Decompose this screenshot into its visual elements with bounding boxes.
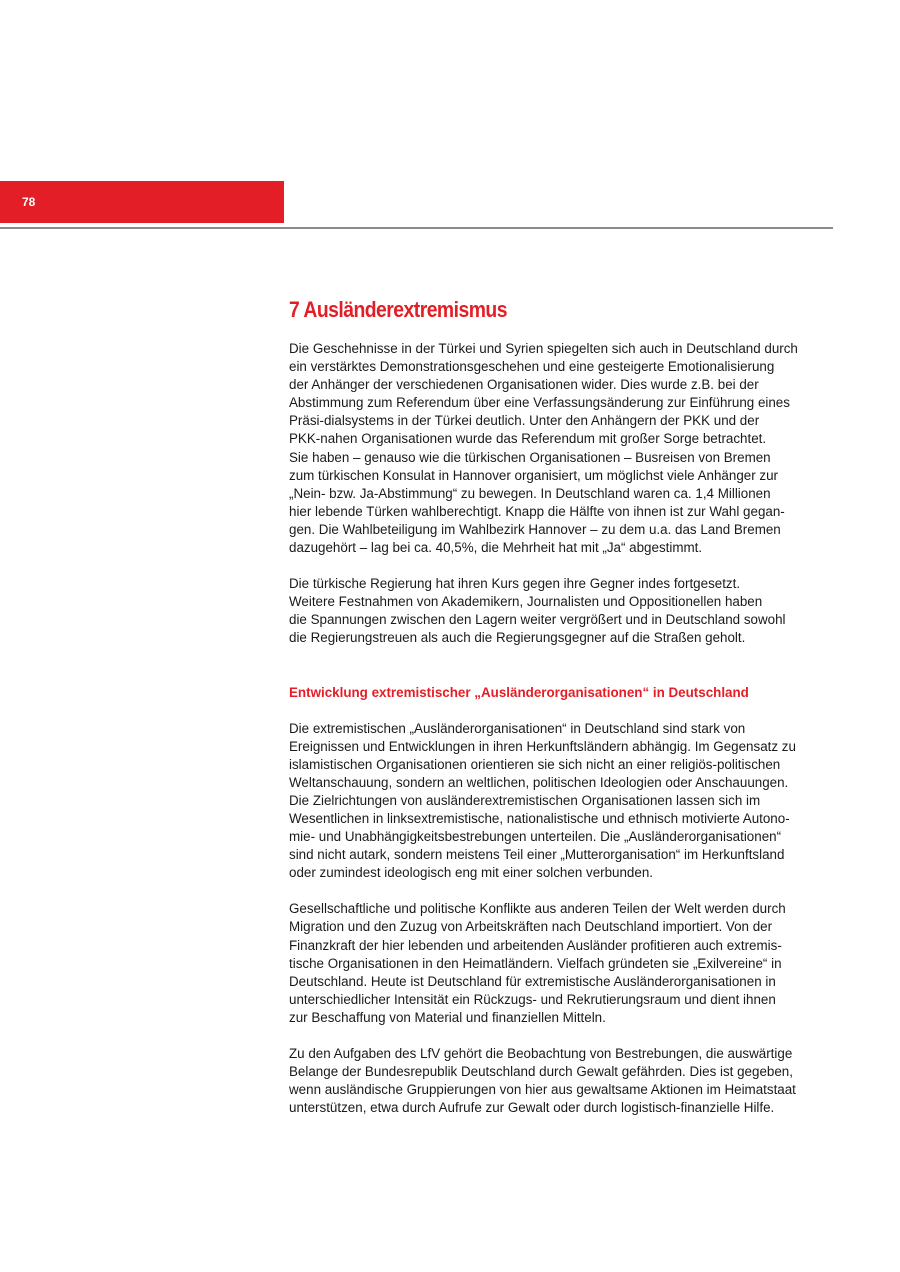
page-number: 78 <box>22 195 36 209</box>
section-paragraph: Zu den Aufgaben des LfV gehört die Beobachtung von Bestrebungen, die auswärtige Belange der Bundesrepublik Deutschland durch Gewalt gefährden. Dies ist gegeben, wenn ausländische Gruppierungen von hier aus gewaltsame Aktionen im Heimatstaat unterstützen, etwa durch Aufrufe zur Gewalt oder durch logistisch-finanzielle Hilfe. <box>289 1046 796 1116</box>
section-paragraph: Die extremistischen „Ausländerorganisationen“ in Deutschland sind stark von Ereignissen und Entwicklungen in ihren Herkunftsländern abhängig. Im Gegensatz zu islamistischen Organisationen orientieren sie sich nicht an einer religiös-politischen Weltanschauung, sondern an weltlichen, politischen Ideologien oder Anschauungen. Die Zielrichtungen von ausländerextremistischen Organisationen lassen sich im Wesentlichen in linksextremistische, nationalistische und ethnisch motivierte Autono- mie- und Unabhängigkeitsbestrebungen unterteilen. Die „Ausländerorganisationen“ sind nicht autark, sondern meistens Teil einer „Mutterorganisation“ im Herkunftsland oder zumindest ideologisch eng mit einer solchen verbunden. <box>289 720 796 881</box>
chapter-title: 7 Ausländerextremismus <box>289 297 507 322</box>
body-paragraph: Die Geschehnisse in der Türkei und Syrien spiegelten sich auch in Deutschland durch ein verstärktes Demonstrationsgeschehen und eine gesteigerte Emotionalisierung der Anhänger der verschiedenen Organisationen wider. Dies wurde z.B. bei der Abstimmung zum Referendum über eine Verfassungsänderung zur Einführung eines Präsi-dialsystems in der Türkei deutlich. Unter den Anhängern der PKK und der PKK-nahen Organisationen wurde das Referendum mit großer Sorge betrachtet. Sie haben – genauso wie die türkischen Organisationen – Busreisen von Bremen zum türkischen Konsulat in Hannover organisiert, um möglichst viele Anhänger zur „Nein- bzw. Ja-Abstimmung“ zu bewegen. In Deutschland waren ca. 1,4 Millionen hier lebende Türken wahlberechtigt. Knapp die Hälfte von ihnen ist zur Wahl gegan- gen. Die Wahlbeteiligung im Wahlbezirk Hannover – zu dem u.a. das Land Bremen dazugehört – lag bei ca. 40,5%, die Mehrheit hat mit „Ja“ abgestimmt. <box>289 341 798 556</box>
page-number-tab <box>0 181 284 223</box>
body-paragraph: Die türkische Regierung hat ihren Kurs gegen ihre Gegner indes fortgesetzt. Weitere Festnahmen von Akademikern, Journalisten und Oppositionellen haben die Spannungen zwischen den Lagern weiter vergrößert und in Deutschland sowohl die Regierungstreuen als auch die Regierungsgegner auf die Straßen geholt. <box>289 576 786 646</box>
main-content <box>289 296 839 1117</box>
section-heading: Entwicklung extremistischer „Ausländerorganisationen“ in Deutschland <box>289 684 749 700</box>
section-paragraph: Gesellschaftliche und politische Konflikte aus anderen Teilen der Welt werden durch Migration und den Zuzug von Arbeitskräften nach Deutschland importiert. Von der Finanzkraft der hier lebenden und arbeitenden Ausländer profitieren auch extremis- tische Organisationen in den Heimatländern. Vielfach gründeten sie „Exilvereine“ in Deutschland. Heute ist Deutschland für extremistische Ausländerorganisationen in unterschiedlicher Intensität ein Rückzugs- und Rekrutierungsraum und dient ihnen zur Beschaffung von Material und finanziellen Mitteln. <box>289 901 786 1025</box>
header-divider <box>0 227 833 229</box>
